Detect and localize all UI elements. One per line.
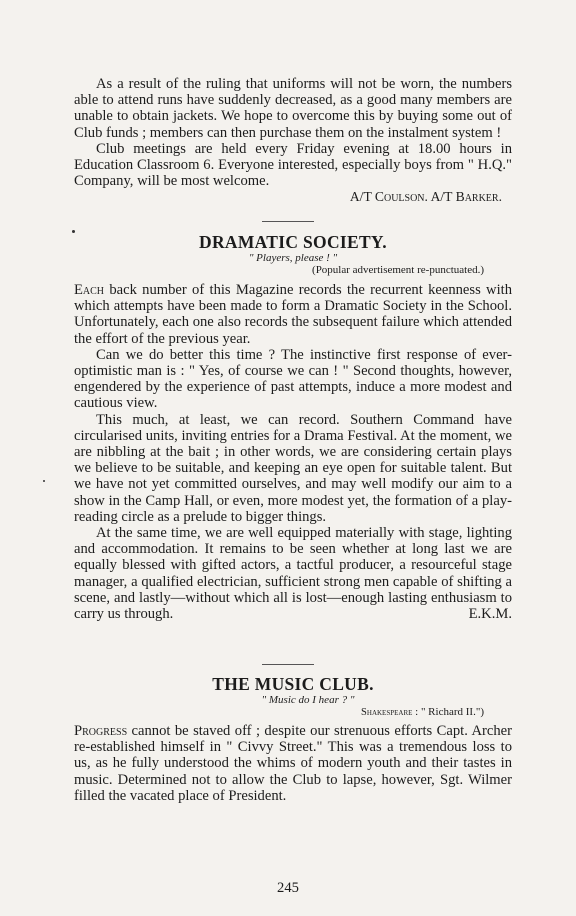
section-divider [262, 221, 314, 222]
dramatic-society-section [74, 232, 512, 622]
dramatic-paragraph-2: Can we do better this time ? The instinctive first response of ever-optimistic man is : " Yes, of course we can ! " Second thoughts, however, engendered by the experience of past attempts, induce a more modest and cautious view. [74, 346, 512, 412]
music-club-section [74, 674, 512, 804]
dramatic-paragraph-4: At the same time, we are well equipped materially with stage, lighting and accommodation. It remains to be seen whether at long last we are equally blessed with gifted actors, a tactful producer, a resourceful stage manager, a qualified electrician, sufficient strong men capable of shifting a scene, and lastly—without which all is lost—enough lasting enthusiasm to carry us through. [74, 525, 512, 623]
intro-section [74, 76, 512, 205]
dramatic-initials: E.K.M. [468, 606, 512, 623]
section-divider [262, 664, 314, 665]
ink-speck [43, 480, 45, 482]
dramatic-society-heading: DRAMATIC SOCIETY. [199, 232, 387, 252]
dramatic-lead-word: Each [74, 282, 105, 298]
intro-paragraph-2: Club meetings are held every Friday evening at 18.00 hours in Education Classroom 6. Everyone interested, especially boys from " H.Q." Company, will be most welcome. [74, 140, 512, 190]
music-attribution-work: : " Richard II.") [412, 706, 484, 718]
page-number: 245 [277, 880, 299, 896]
intro-signature: A/T Coulson. A/T Barker. [349, 189, 502, 205]
intro-paragraph-1: As a result of the ruling that uniforms will not be worn, the numbers able to attend runs have suddenly decreased, as a good many members are unable to obtain jackets. We hope to overcome this by buying some out of Club funds ; members can then purchase them on the instalment system ! [74, 76, 512, 141]
dramatic-paragraph-3: This much, at least, we can record. Southern Command have circularised units, inviting entries for a Drama Festival. At the moment, we are nibbling at the bait ; in other words, we are considering certain plays we believe to be suitable, and keeping an eye open for suitable talent. But we have not yet committed ourselves, and may well modify our aim to a show in the Camp Hall, or even, more modest yet, the formation of a play-reading circle as a prelude to bigger things. [74, 411, 512, 525]
dramatic-epigraph-note: (Popular advertisement re-punctuated.) [312, 264, 484, 276]
music-club-heading: THE MUSIC CLUB. [212, 674, 374, 694]
music-epigraph: " Music do I hear ? " [261, 694, 355, 706]
music-lead-word: Progress [74, 723, 128, 739]
dramatic-paragraph-1-body: back number of this Magazine records the recurrent keenness with which attempts have been made to form a Dramatic Society in the School. Unfortunately, each one also records the subsequent failure which attended the effort of the previous year. [74, 282, 512, 347]
music-attribution [74, 706, 512, 719]
music-paragraph-1 [74, 723, 512, 804]
music-attribution-author: Shakespeare [361, 707, 413, 718]
music-paragraph-1-body: cannot be staved off ; despite our strenuous efforts Capt. Archer re-established himself in " Civvy Street." This was a tremendous loss to us, as he fully understood the whims of modern youth and their tastes in music. Determined not to allow the Club to lapse, however, Sgt. Wilmer filled the vacated place of President. [74, 723, 512, 804]
dramatic-paragraph-1 [74, 282, 512, 347]
dramatic-epigraph: " Players, please ! " [248, 252, 338, 264]
